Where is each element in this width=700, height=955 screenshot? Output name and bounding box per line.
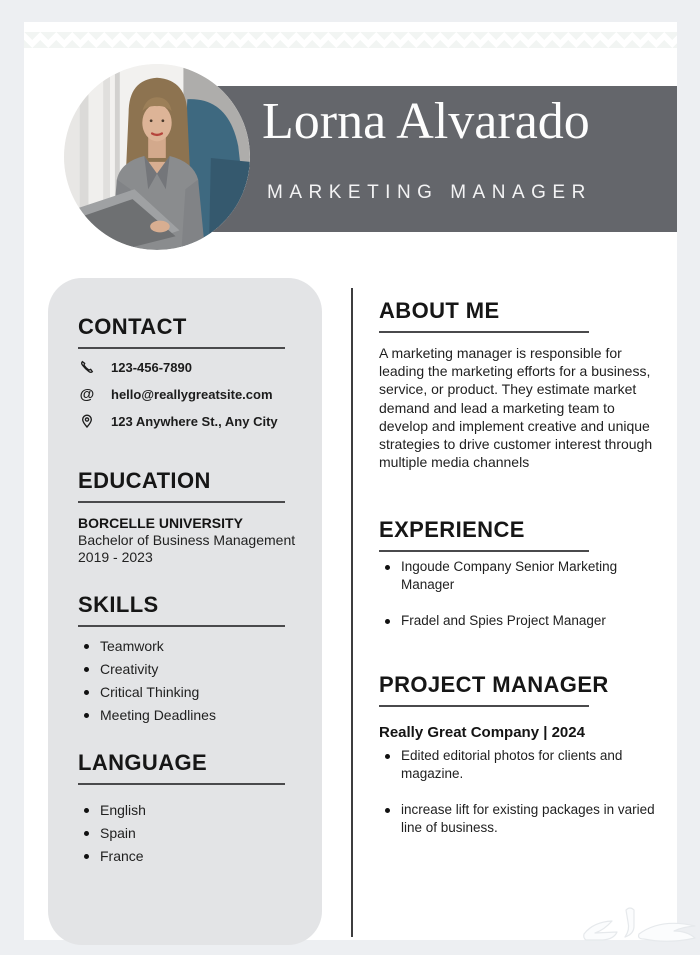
language-item: English: [78, 801, 285, 819]
phone-icon: [78, 358, 96, 376]
column-divider: [351, 288, 353, 937]
contact-section: [78, 314, 285, 430]
contact-rule: [78, 347, 285, 349]
project-item: increase lift for existing packages in varied line of business.: [379, 801, 669, 837]
at-icon: @: [79, 385, 95, 403]
project-section: [379, 672, 669, 837]
language-heading: LANGUAGE: [78, 750, 208, 775]
about-heading: ABOUT ME: [379, 298, 500, 323]
skills-heading: SKILLS: [78, 592, 159, 617]
experience-heading: EXPERIENCE: [379, 517, 525, 542]
language-rule: [78, 783, 285, 785]
education-rule: [78, 501, 285, 503]
contact-row-email: [78, 385, 285, 403]
language-section: [78, 750, 285, 865]
project-item: Edited editorial photos for clients and magazine.: [379, 747, 669, 783]
email-address: hello@reallygreatsite.com: [111, 386, 273, 402]
contact-row-phone: [78, 358, 285, 376]
education-years: 2019 - 2023: [78, 549, 153, 565]
education-heading: EDUCATION: [78, 468, 211, 493]
profile-photo: [64, 64, 250, 250]
about-text: A marketing manager is responsible for leading the marketing efforts for a business, service, or product. They estimate market demand and lead a marketing team to develop and implement creative and unique strategies to drive customer interest through multiple media channels: [379, 345, 653, 471]
phone-number: 123-456-7890: [111, 359, 192, 375]
language-item: France: [78, 847, 285, 865]
job-title: MARKETING MANAGER: [267, 182, 592, 203]
project-list: [379, 747, 669, 837]
project-company: Really Great Company | 2024: [379, 724, 585, 741]
profile-photo-illustration: [64, 64, 250, 250]
skill-item: Creativity: [78, 660, 285, 678]
skills-list: [78, 637, 285, 724]
skills-section: [78, 592, 285, 724]
project-rule: [379, 705, 589, 707]
resume-page: [24, 22, 677, 940]
experience-list: [379, 558, 669, 630]
experience-section: [379, 517, 669, 630]
about-rule: [379, 331, 589, 333]
about-section: [379, 298, 667, 471]
sidebar-panel: [48, 278, 322, 945]
education-degree: Bachelor of Business Management: [78, 532, 296, 548]
skill-item: Meeting Deadlines: [78, 706, 285, 724]
skill-item: Critical Thinking: [78, 683, 285, 701]
experience-rule: [379, 550, 589, 552]
language-item: Spain: [78, 824, 285, 842]
contact-heading: CONTACT: [78, 314, 187, 339]
person-name: Lorna Alvarado: [262, 93, 590, 150]
decorative-chevron-band: [24, 32, 677, 48]
education-section: [78, 468, 295, 565]
street-address: 123 Anywhere St., Any City: [111, 413, 278, 429]
skill-item: Teamwork: [78, 637, 285, 655]
skills-rule: [78, 625, 285, 627]
contact-row-address: [78, 412, 285, 430]
location-icon: [78, 412, 96, 430]
haraj-watermark-icon: [581, 898, 699, 952]
project-heading: PROJECT MANAGER: [379, 672, 609, 697]
education-school: BORCELLE UNIVERSITY: [78, 515, 243, 531]
experience-item: Fradel and Spies Project Manager: [379, 612, 669, 630]
language-list: [78, 801, 285, 865]
experience-item: Ingoude Company Senior Marketing Manager: [379, 558, 669, 594]
